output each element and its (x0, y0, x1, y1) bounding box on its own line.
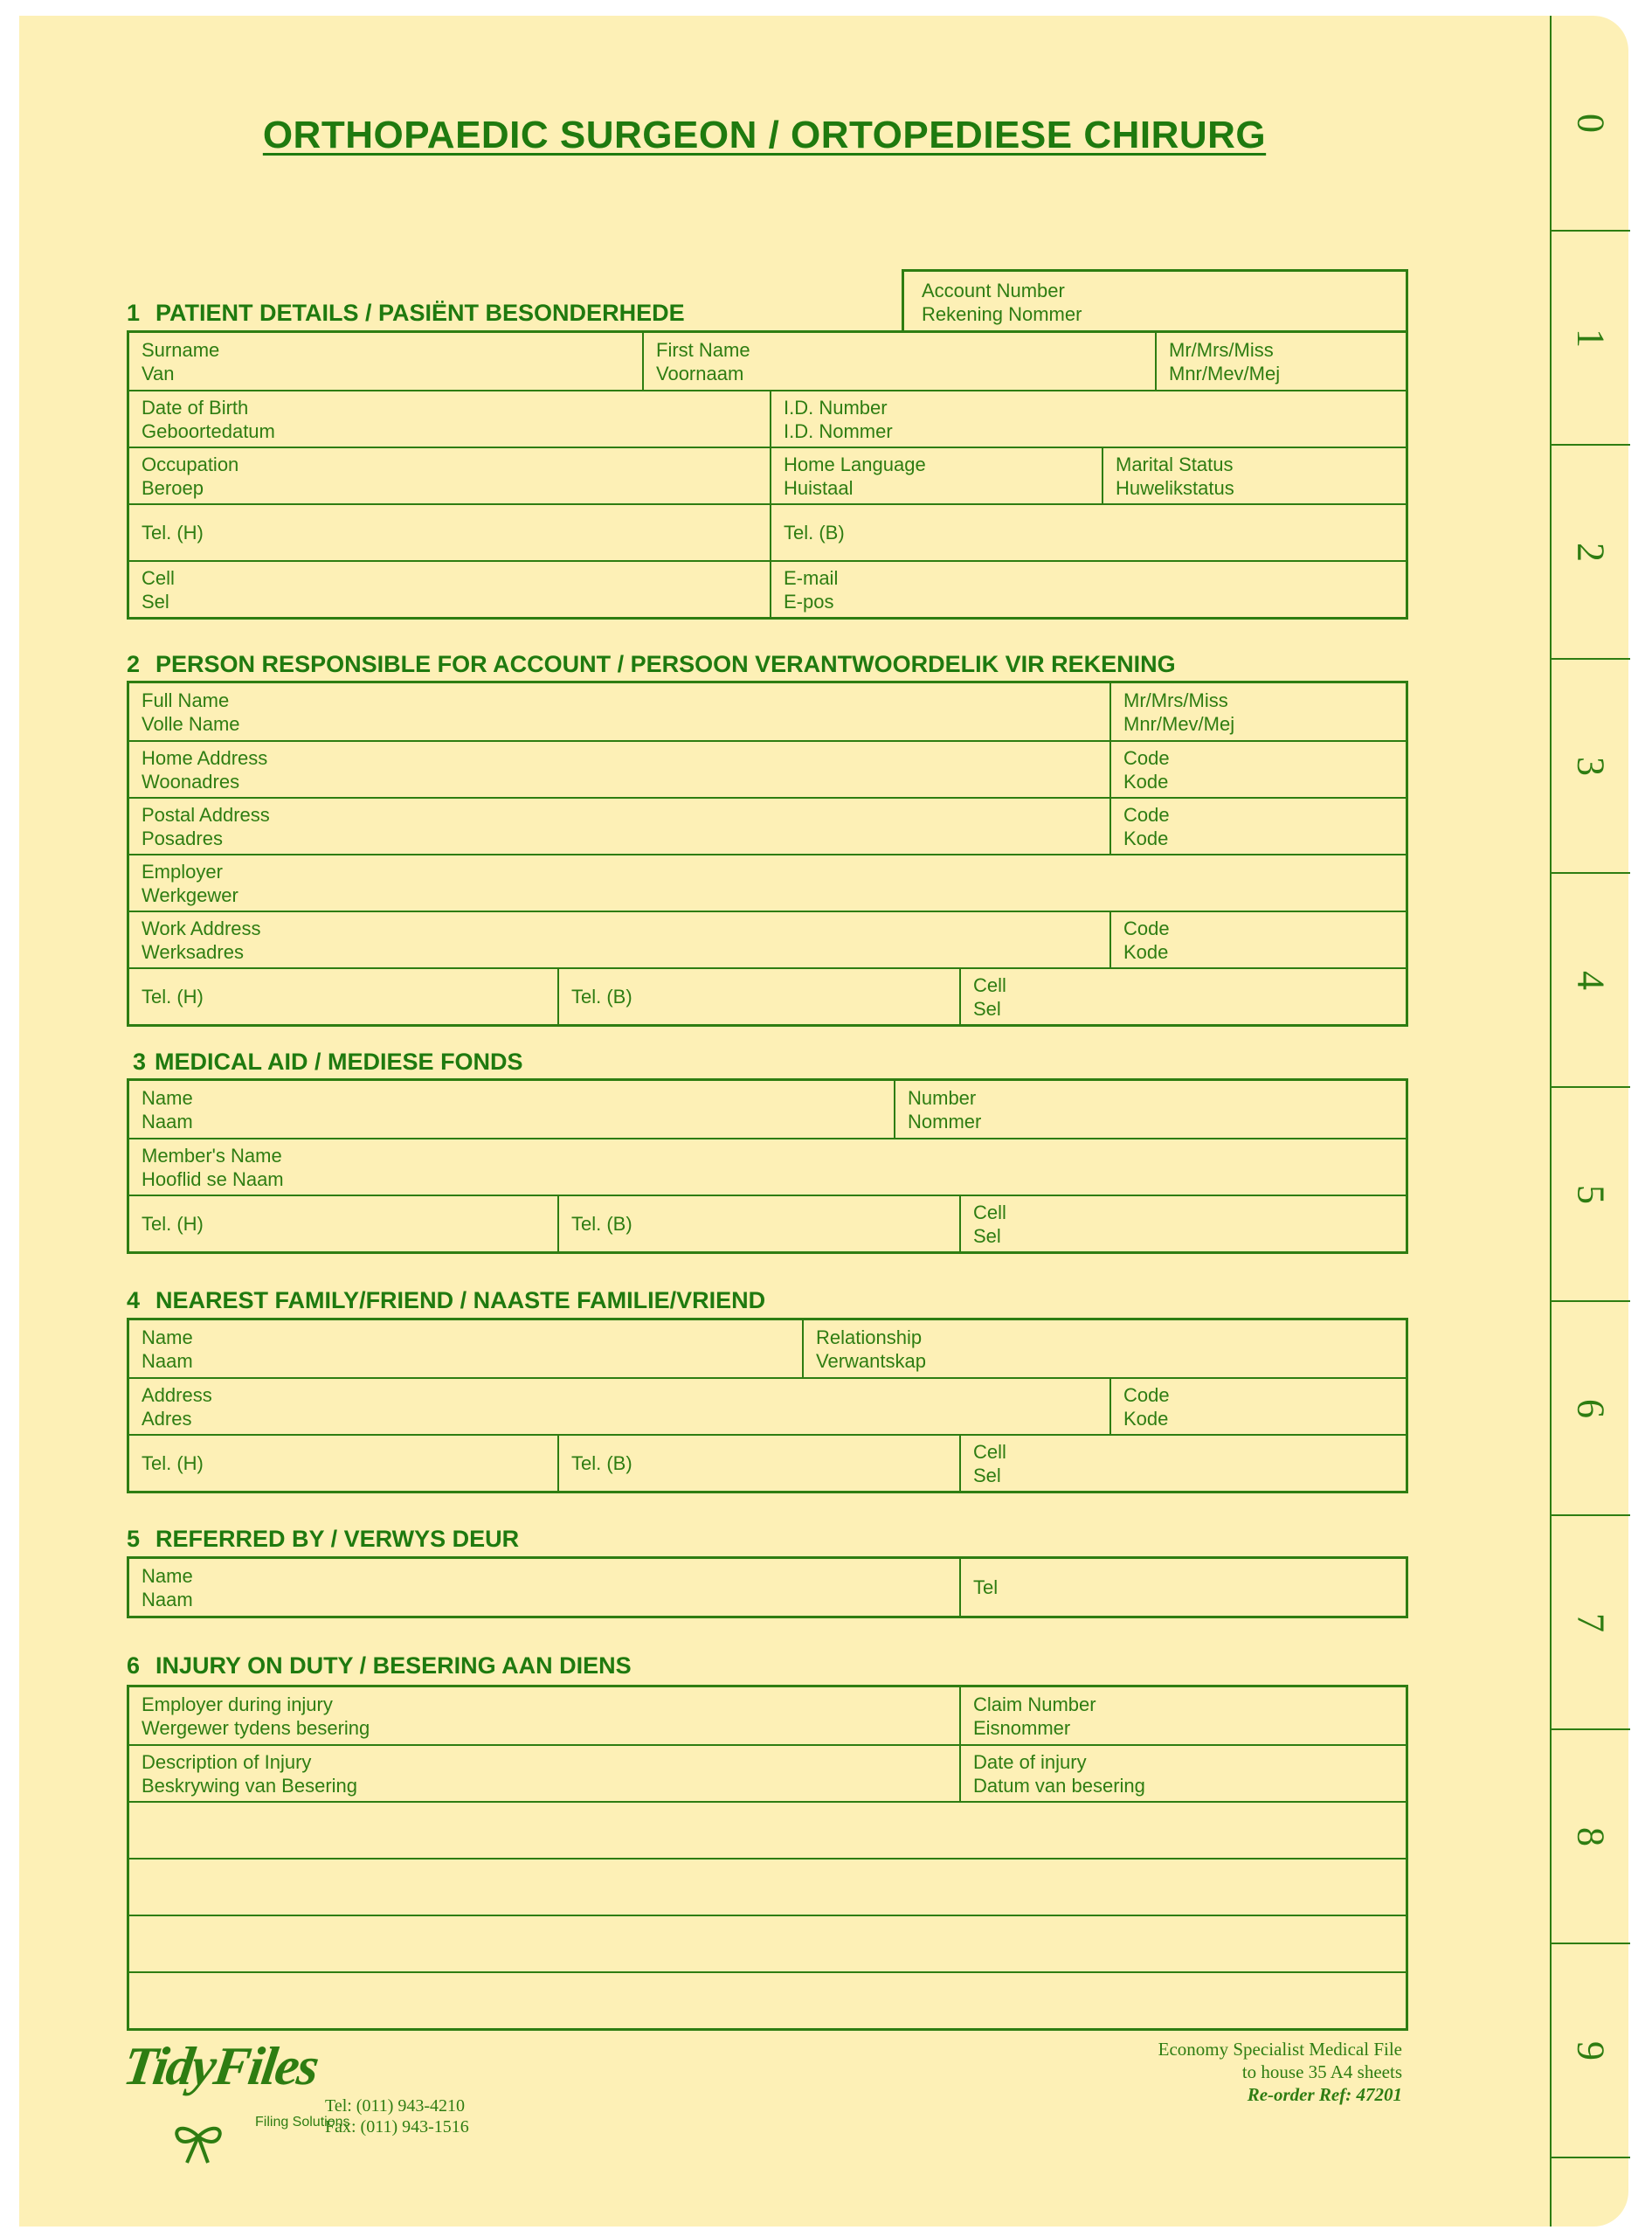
field-label: E-mail (784, 566, 839, 589)
field-label: Huistaal (784, 476, 854, 499)
referrer-tel-field[interactable] (959, 1559, 1406, 1616)
field-label: Tel. (B) (571, 1213, 632, 1235)
member-name-field[interactable] (129, 1139, 1406, 1195)
medical-tel-home-field[interactable] (129, 1196, 557, 1251)
field-label: Beskrywing van Besering (142, 1774, 358, 1797)
date-of-injury-field[interactable] (959, 1746, 1406, 1801)
contact-tel: Tel: (011) 943-4210 (325, 2096, 466, 2116)
medical-aid-name-field[interactable] (129, 1081, 894, 1138)
patient-tel-business-field[interactable] (770, 505, 1406, 560)
field-label: Tel (973, 1576, 999, 1598)
medical-aid-number-field[interactable] (894, 1081, 1406, 1138)
logo-wordmark: TidyFiles (120, 2037, 321, 2096)
claim-number-field[interactable] (959, 1687, 1406, 1744)
field-label: Posadres (142, 827, 223, 849)
field-label: Tel. (B) (571, 1452, 632, 1474)
nearest-family-table (127, 1318, 1408, 1493)
field-label: Date of injury (973, 1750, 1087, 1773)
field-label: Home Address (142, 746, 268, 769)
tab-4[interactable]: 4 (1552, 872, 1630, 1086)
field-label: Van (142, 362, 175, 384)
field-label: Code (1123, 803, 1170, 826)
tidyfiles-logo (120, 2036, 350, 2167)
patient-details-table (127, 330, 1408, 620)
employer-field[interactable] (129, 855, 1406, 911)
tab-6[interactable]: 6 (1552, 1300, 1630, 1514)
field-label: Date of Birth (142, 396, 249, 419)
patient-cell-field[interactable] (129, 562, 770, 617)
field-label: Mnr/Mev/Mej (1169, 362, 1281, 384)
field-label: Employer during injury (142, 1693, 333, 1715)
field-label: Cell (973, 1201, 1006, 1223)
field-label: Mr/Mrs/Miss (1169, 338, 1274, 361)
field-label: Claim Number (973, 1693, 1096, 1715)
responsible-person-table (127, 681, 1408, 1027)
field-label: Relationship (816, 1326, 923, 1348)
patient-tel-home-field[interactable] (129, 505, 770, 560)
family-tel-business-field[interactable] (557, 1436, 959, 1491)
family-cell-field[interactable] (959, 1436, 1406, 1491)
tab-5[interactable]: 5 (1552, 1086, 1630, 1300)
field-label: Sel (973, 1224, 1001, 1247)
first-name-field[interactable] (642, 333, 1155, 390)
contact-fax: Fax: (011) 943-1516 (325, 2117, 469, 2137)
field-label: Tel. (H) (142, 522, 204, 544)
responsible-cell-field[interactable] (959, 969, 1406, 1024)
field-label: Beroep (142, 476, 204, 499)
field-label: Hooflid se Naam (142, 1167, 284, 1190)
field-label: Volle Name (142, 712, 240, 735)
work-address-code-field[interactable] (1109, 912, 1406, 967)
field-label: Naam (142, 1110, 193, 1132)
account-number-label-af: Rekening Nommer (922, 303, 1082, 325)
referrer-name-field[interactable] (129, 1559, 959, 1616)
field-label: Mr/Mrs/Miss (1123, 689, 1228, 711)
occupation-field[interactable] (129, 448, 770, 503)
field-label: Marital Status (1116, 453, 1234, 475)
referred-by-table (127, 1556, 1408, 1618)
medical-cell-field[interactable] (959, 1196, 1406, 1251)
medical-tel-business-field[interactable] (557, 1196, 959, 1251)
home-address-code-field[interactable] (1109, 742, 1406, 797)
injury-notes-line[interactable] (129, 1860, 1406, 1915)
work-address-field[interactable] (129, 912, 1109, 967)
injury-notes-line[interactable] (129, 1916, 1406, 1971)
field-label: Name (142, 1086, 193, 1109)
field-label: First Name (656, 338, 750, 361)
product-name: Economy Specialist Medical File (1158, 2039, 1402, 2060)
field-label: Werksadres (142, 940, 244, 963)
field-label: Mnr/Mev/Mej (1123, 712, 1235, 735)
field-label: I.D. Nommer (784, 419, 893, 442)
section-4-heading: 4 NEAREST FAMILY/FRIEND / NAASTE FAMILIE/VRIEND (127, 1287, 766, 1313)
contact-info (325, 2095, 469, 2137)
field-label: I.D. Number (784, 396, 888, 419)
field-label: Code (1123, 746, 1170, 769)
field-label: Geboortedatum (142, 419, 275, 442)
section-1-heading: 1 PATIENT DETAILS / PASIËNT BESONDERHEDE (127, 300, 685, 326)
full-name-field[interactable] (129, 683, 1109, 740)
field-label: Member's Name (142, 1144, 282, 1167)
field-label: Cell (973, 973, 1006, 996)
field-label: Cell (142, 566, 175, 589)
section-3-heading: 3 MEDICAL AID / MEDIESE FONDS (133, 1049, 523, 1075)
responsible-tel-business-field[interactable] (557, 969, 959, 1024)
patient-email-field[interactable] (770, 562, 1406, 617)
field-label: Home Language (784, 453, 926, 475)
field-label: Tel. (H) (142, 1452, 204, 1474)
tab-2[interactable]: 2 (1552, 444, 1630, 658)
logo-tagline: Filing Solutions (255, 2115, 350, 2130)
postal-address-code-field[interactable] (1109, 799, 1406, 854)
marital-status-field[interactable] (1102, 448, 1406, 503)
field-label: Werkgewer (142, 883, 238, 906)
family-tel-home-field[interactable] (129, 1436, 557, 1491)
account-number-label: Account Number (922, 280, 1065, 301)
section-5-heading: 5 REFERRED BY / VERWYS DEUR (127, 1526, 520, 1552)
field-label: Woonadres (142, 770, 240, 793)
field-label: Code (1123, 917, 1170, 939)
field-label: Tel. (H) (142, 986, 204, 1008)
relationship-field[interactable] (802, 1320, 1406, 1377)
tab-3[interactable]: 3 (1552, 658, 1630, 872)
employer-during-injury-field[interactable] (129, 1687, 959, 1744)
tab-9[interactable]: 9 (1552, 1943, 1630, 2157)
field-label: Tel. (B) (784, 522, 845, 544)
injury-on-duty-table (127, 1685, 1408, 2031)
field-label: Voornaam (656, 362, 744, 384)
field-label: E-pos (784, 590, 834, 613)
bow-icon (168, 2119, 229, 2167)
field-label: Employer (142, 860, 223, 883)
field-label: Address (142, 1383, 212, 1406)
home-language-field[interactable] (770, 448, 1102, 503)
field-label: Eisnommer (973, 1716, 1071, 1739)
account-number-field[interactable] (902, 269, 1408, 330)
field-label: Verwantskap (816, 1349, 926, 1372)
product-info (1092, 2038, 1402, 2106)
field-label: Kode (1123, 1407, 1169, 1430)
postal-address-field[interactable] (129, 799, 1109, 854)
field-label: Tel. (B) (571, 986, 632, 1008)
field-label: Kode (1123, 940, 1169, 963)
field-label: Full Name (142, 689, 230, 711)
field-label: Surname (142, 338, 220, 361)
section-6-heading: 6 INJURY ON DUTY / BESERING AAN DIENS (127, 1652, 632, 1679)
responsible-title-field[interactable] (1109, 683, 1406, 740)
index-tabs (1550, 16, 1630, 2227)
field-label: Work Address (142, 917, 261, 939)
field-label: Sel (973, 997, 1001, 1020)
field-label: Datum van besering (973, 1774, 1145, 1797)
date-of-birth-field[interactable] (129, 391, 770, 447)
family-address-code-field[interactable] (1109, 1379, 1406, 1434)
responsible-tel-home-field[interactable] (129, 969, 557, 1024)
injury-notes-line[interactable] (129, 1803, 1406, 1858)
injury-notes-line[interactable] (129, 1973, 1406, 2028)
field-label: Name (142, 1326, 193, 1348)
patient-title-field[interactable] (1155, 333, 1406, 390)
field-label: Nommer (908, 1110, 982, 1132)
field-label: Kode (1123, 827, 1169, 849)
tab-0[interactable]: 0 (1569, 113, 1613, 133)
tab-8[interactable]: 8 (1552, 1728, 1630, 1943)
tab-7[interactable]: 7 (1552, 1514, 1630, 1728)
field-label: Huwelikstatus (1116, 476, 1234, 499)
product-capacity: to house 35 A4 sheets (1241, 2061, 1402, 2082)
home-address-field[interactable] (129, 742, 1109, 797)
reorder-ref: Re-order Ref: 47201 (1247, 2084, 1402, 2105)
field-label: Occupation (142, 453, 239, 475)
injury-description-field[interactable] (129, 1746, 959, 1801)
field-label: Name (142, 1564, 193, 1587)
field-label: Cell (973, 1440, 1006, 1463)
field-label: Postal Address (142, 803, 270, 826)
tab-blank (1552, 2157, 1630, 2227)
surname-field[interactable] (129, 333, 642, 390)
section-2-heading: 2 PERSON RESPONSIBLE FOR ACCOUNT / PERSOON VERANTWOORDELIK VIR REKENING (127, 651, 1176, 677)
field-label: Code (1123, 1383, 1170, 1406)
field-label: Adres (142, 1407, 192, 1430)
field-label: Wergewer tydens besering (142, 1716, 370, 1739)
field-label: Sel (142, 590, 169, 613)
field-label: Kode (1123, 770, 1169, 793)
field-label: Tel. (H) (142, 1213, 204, 1235)
id-number-field[interactable] (770, 391, 1406, 447)
field-label: Number (908, 1086, 977, 1109)
field-label: Description of Injury (142, 1750, 312, 1773)
page-title: ORTHOPAEDIC SURGEON / ORTOPEDIESE CHIRURG (262, 114, 1267, 156)
field-label: Naam (142, 1588, 193, 1610)
field-label: Sel (973, 1464, 1001, 1486)
field-label: Naam (142, 1349, 193, 1372)
tab-1[interactable]: 1 (1552, 230, 1630, 444)
family-name-field[interactable] (129, 1320, 802, 1377)
family-address-field[interactable] (129, 1379, 1109, 1434)
medical-aid-table (127, 1078, 1408, 1254)
